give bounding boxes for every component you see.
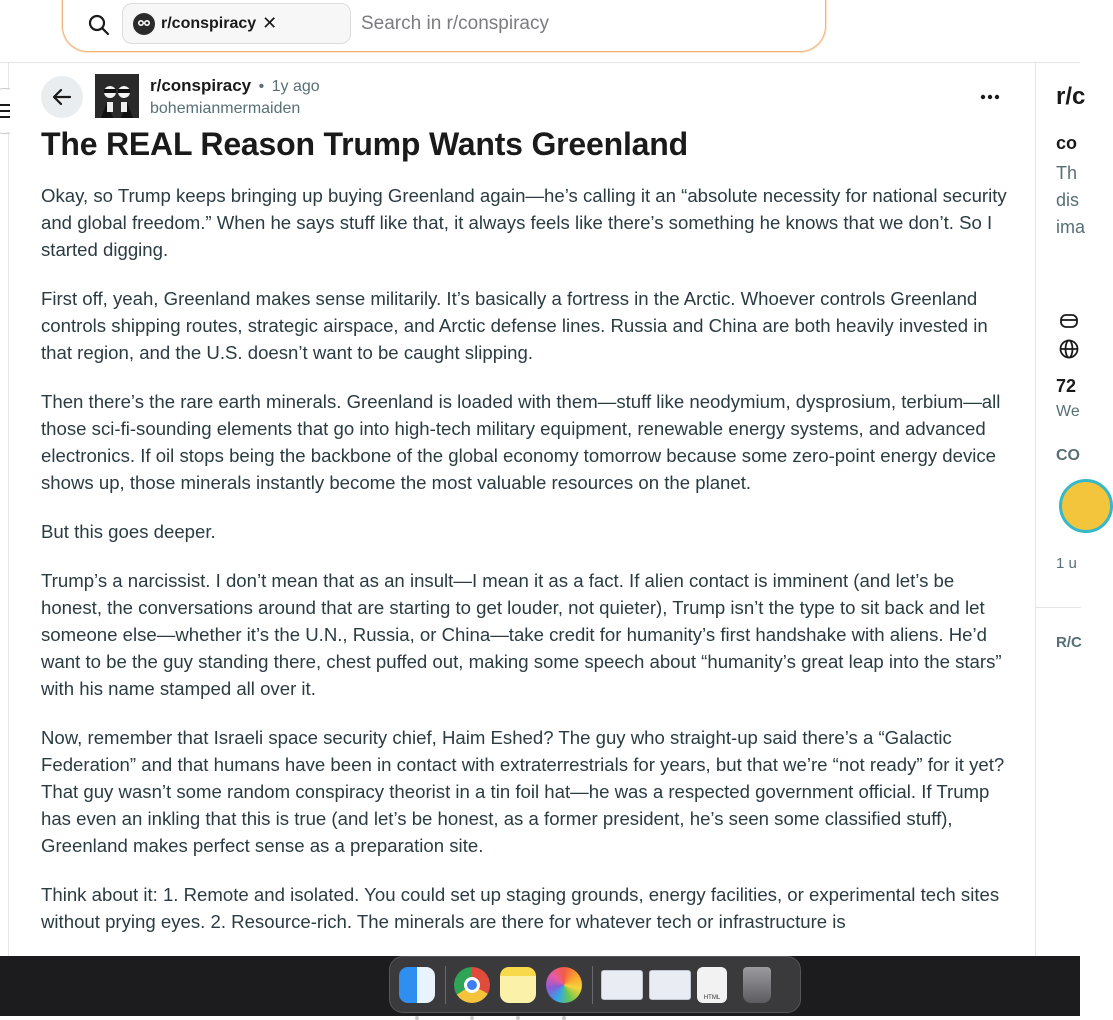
sidebar-desc-line: ima (1056, 217, 1086, 237)
macos-dock (389, 956, 801, 1013)
chrome-icon[interactable] (454, 967, 490, 1003)
post-paragraph: But this goes deeper. (41, 521, 216, 542)
subreddit-chip-label: r/conspiracy (161, 14, 257, 32)
running-indicator (562, 1016, 566, 1020)
subreddit-link[interactable]: r/conspiracy (150, 76, 252, 95)
subreddit-avatar-icon (133, 13, 155, 35)
sidebar-stat-label: We (1056, 403, 1080, 420)
html-file-icon[interactable] (697, 967, 727, 1003)
sidebar-users-count: 1 u (1056, 555, 1077, 572)
sidebar-divider (1036, 607, 1081, 608)
running-indicator (415, 1016, 419, 1020)
subreddit-avatar[interactable] (95, 74, 139, 118)
running-indicator (516, 1016, 520, 1020)
post-paragraph: Trump’s a narcissist. I don’t mean that as an insult—I mean it as a fact. If alien contact is imminent (and let’s be honest, the conversations around that are starting to get louder, not quieter), Trump isn’t the type to sit back and let someone else—whether it’s the U.N., Russia, or China—take credit for humanity’s first handshake with aliens. He’d want to be the guy standing there, chest puffed out, making some speech about “humanity’s great leap into the stars” with his name stamped all over it. (41, 570, 1002, 699)
sidebar-section-heading: CO (1056, 447, 1080, 464)
sidebar-description (1056, 160, 1085, 241)
sidebar-desc-line: Th (1056, 163, 1078, 183)
sidebar-title[interactable]: r/c (1056, 83, 1086, 110)
back-button[interactable] (41, 76, 83, 118)
photos-icon[interactable] (546, 967, 582, 1003)
meta-separator: • (258, 78, 265, 95)
globe-icon (1058, 338, 1080, 360)
sidebar-community-name: co (1056, 133, 1078, 153)
post-time: 1y ago (271, 78, 320, 95)
moderator-avatar[interactable] (1059, 479, 1113, 533)
community-sidebar (1035, 63, 1086, 956)
post-paragraph: Now, remember that Israeli space security chief, Haim Eshed? The guy who straight-up said there’s a “Galactic Federation” and that humans have been in contact with extraterrestrials for years, but that we’re “not ready” for it yet? That guy wasn’t some random conspiracy theorist in a tin foil hat—he was a respected government official. If Trump has even an inkling that this is true (and let’s be honest, as a former president, he’s seen some classified stuff), Greenland makes perfect sense as a preparation site. (41, 727, 1005, 856)
post-body (41, 182, 1007, 957)
sidebar-stat-value: 72 (1056, 376, 1077, 396)
author-link[interactable]: bohemianmermaiden (150, 100, 301, 117)
running-indicator (470, 1016, 474, 1020)
close-icon[interactable]: ✕ (262, 13, 278, 33)
search-input[interactable]: Search in r/conspiracy (361, 13, 549, 34)
post-meta (150, 76, 320, 118)
sidebar-desc-line: dis (1056, 190, 1080, 210)
subreddit-filter-chip[interactable] (122, 3, 351, 44)
more-options-button[interactable] (976, 83, 1004, 111)
window-thumbnail-1[interactable] (601, 970, 643, 1000)
search-bar[interactable] (62, 0, 826, 52)
cake-icon (1058, 308, 1080, 330)
post-paragraph: Okay, so Trump keeps bringing up buying Greenland again—he’s calling it an “absolute necessity for national security and global freedom.” When he says stuff like that, it always feels like there’s something he knows that we don’t. So I started digging. (41, 185, 1007, 260)
top-bar (0, 0, 1080, 63)
dock-separator (445, 966, 446, 1004)
post-title: The REAL Reason Trump Wants Greenland (41, 126, 688, 162)
post-paragraph: Think about it: 1. Remote and isolated. You could set up staging grounds, energy facilities, or experimental tech sites without prying eyes. 2. Resource-rich. The minerals are there for whatever tech or infrastructure is (41, 884, 1000, 932)
post-panel (10, 63, 1034, 956)
trash-icon[interactable] (743, 967, 771, 1003)
post-paragraph: Then there’s the rare earth minerals. Greenland is loaded with them—stuff like neodymium, dysprosium, terbium—all those sci-fi-sounding elements that go into high-tech military equipment, renewable energy systems, and advanced electronics. If oil stops being the backbone of the global economy tomorrow because some zero-point energy device shows up, those minerals instantly become the most valuable resources on the planet. (41, 391, 1001, 493)
finder-icon[interactable] (399, 967, 435, 1003)
notes-icon[interactable] (500, 967, 536, 1003)
more-dots-icon (980, 94, 1000, 100)
html-file-label: HTML (703, 994, 721, 1001)
dock-separator (592, 966, 593, 1004)
window-thumbnail-2[interactable] (649, 970, 691, 1000)
sidebar-rules-heading: R/C (1056, 634, 1082, 651)
arrow-left-icon (51, 86, 73, 108)
post-paragraph: First off, yeah, Greenland makes sense militarily. It’s basically a fortress in the Arctic. Whoever controls Greenland controls shipping routes, strategic airspace, and Arctic defense lines. Russia and China are both heavily invested in that region, and the U.S. doesn’t want to be caught slipping. (41, 288, 988, 363)
search-icon (87, 13, 111, 37)
left-rail (0, 63, 9, 956)
